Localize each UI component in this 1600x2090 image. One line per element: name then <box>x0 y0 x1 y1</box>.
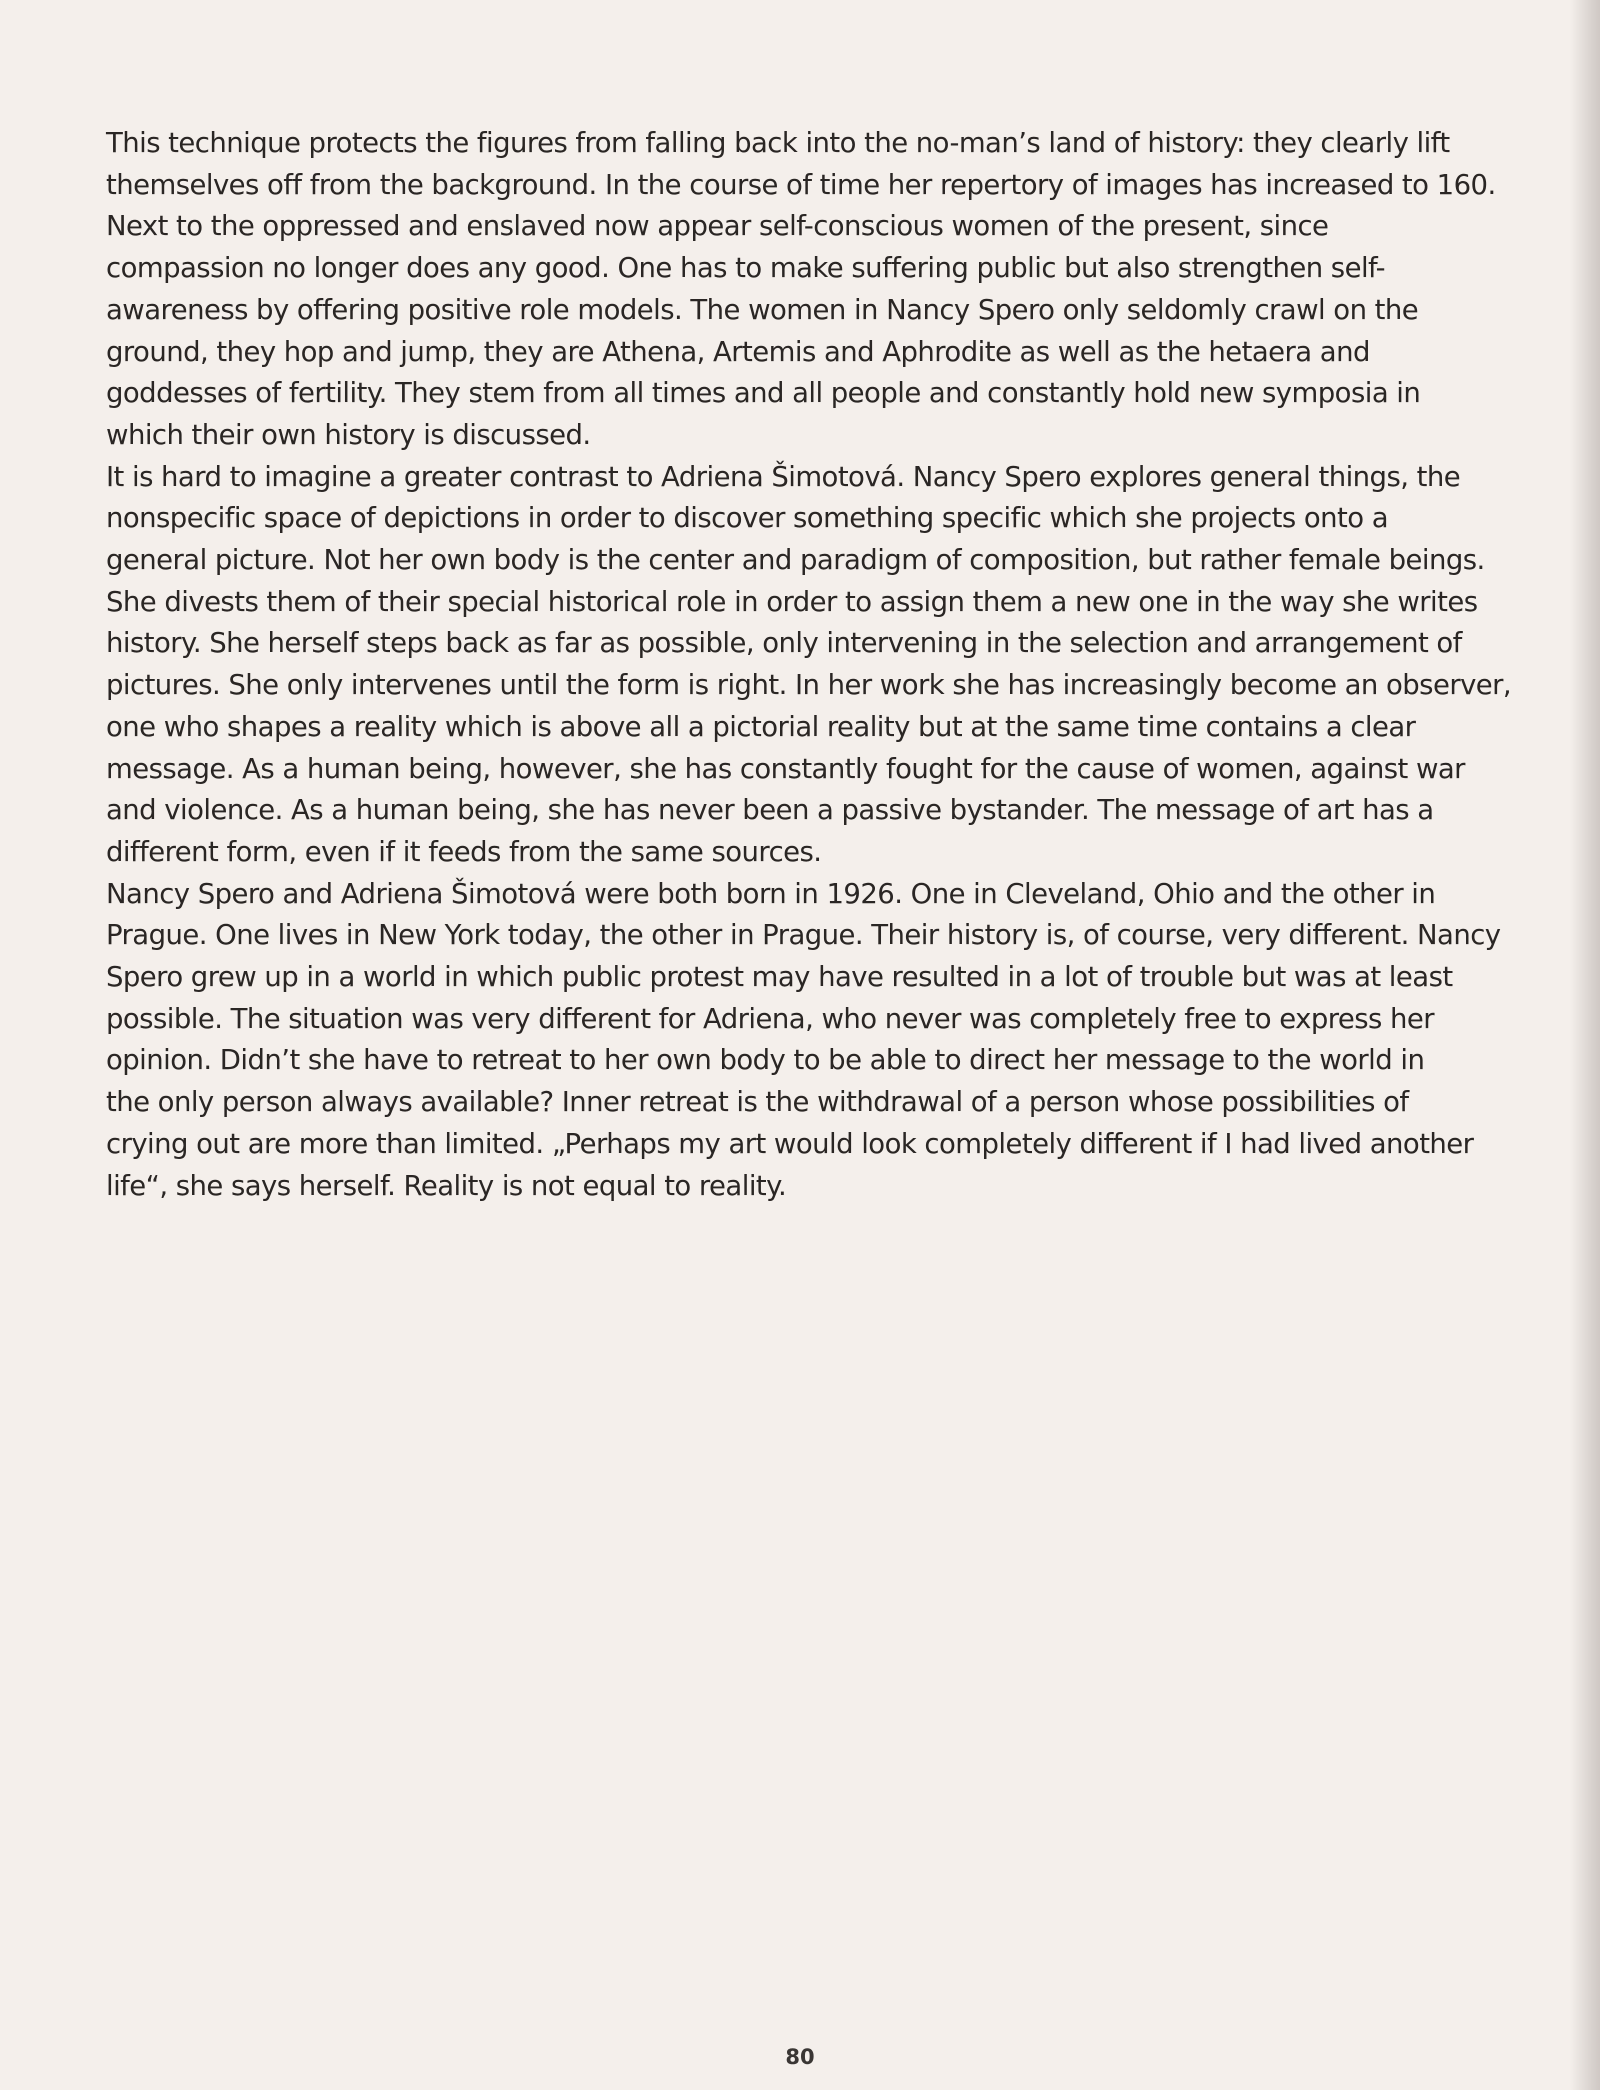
page-edge-shadow <box>1570 0 1600 2090</box>
paragraph-technique: This technique protects the figures from falling back into the no-man’s land of history: they clearly lift themselves off from the background. In the course of time her repertory of images has increased to 160. Next to the oppressed and enslaved now appear self-conscious women of the present, since compassion no longer does any good. One has to make suffering public but also strengthen self- awareness by offering positive role models. The women in Nancy Spero only seldomly crawl on the ground, they hop and jump, they are Athena, Artemis and Aphrodite as well as the hetaera and goddesses of fertility. They stem from all times and all people and constantly hold new symposia in which their own history is discussed. <box>106 127 1496 451</box>
body-text <box>106 123 1536 1207</box>
paragraph-contrast: It is hard to imagine a greater contrast to Adriena Šimotová. Nancy Spero explores general things, the nonspecific space of depictions in order to discover something specific which she projects onto a general picture. Not her own body is the center and paradigm of composition, but rather female beings. She divests them of their special historical role in order to assign them a new one in the way she writes history. She herself steps back as far as possible, only intervening in the selection and arrangement of pictures. She only intervenes until the form is right. In her work she has increasingly become an observer, one who shapes a reality which is above all a pictorial reality but at the same time contains a clear message. As a human being, however, she has constantly fought for the cause of women, against war and violence. As a human being, she has never been a passive bystander. The message of art has a different form, even if it feeds from the same sources. <box>106 460 1512 868</box>
paragraph-biography: Nancy Spero and Adriena Šimotová were both born in 1926. One in Cleveland, Ohio and the other in Prague. One lives in New York today, the other in Prague. Their history is, of course, very different. Nancy Spero grew up in a world in which public protest may have resulted in a lot of trouble but was at least possible. The situation was very different for Adriena, who never was completely free to express her opinion. Didn’t she have to retreat to her own body to be able to direct her message to the world in the only person always available? Inner retreat is the withdrawal of a person whose possibilities of crying out are more than limited. „Perhaps my art would look completely different if I had lived another life“, she says herself. Reality is not equal to reality. <box>106 877 1501 1202</box>
page-number: 80 <box>785 2045 815 2069</box>
